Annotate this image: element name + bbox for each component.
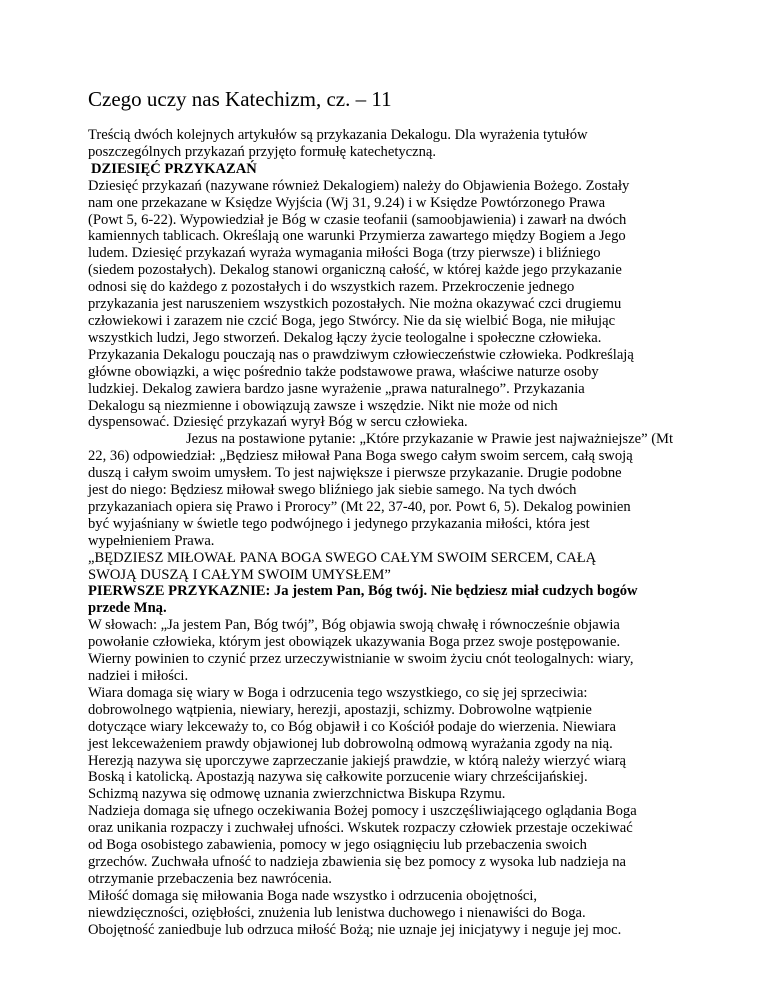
text-line: duszą i całym swoim umysłem. To jest największe i pierwsze przykazanie. Drugie podobne xyxy=(88,465,622,482)
text-line: W słowach: „Ja jestem Pan, Bóg twój”, Bóg objawia swoją chwałę i równocześnie objawia xyxy=(88,617,620,634)
text-line: dobrowolnego wątpienia, niewiary, herezji, apostazji, schizmy. Dobrowolne wątpienie xyxy=(88,701,592,718)
text-line: (Powt 5, 6-22). Wypowiedział je Bóg w czasie teofanii (samoobjawienia) i zawarł na dwóch xyxy=(88,211,627,228)
text-line: Boską i katolicką. Apostazją nazywa się całkowite porzucenie wiary chrześcijańskiej. xyxy=(88,769,588,786)
text-line: PIERWSZE PRZYKAZNIE: Ja jestem Pan, Bóg twój. Nie będziesz miał cudzych bogów xyxy=(88,583,638,600)
text-line: Wiara domaga się wiary w Boga i odrzucenia tego wszystkiego, co się jej sprzeciwia: xyxy=(88,684,588,701)
text-line: „BĘDZIESZ MIŁOWAŁ PANA BOGA SWEGO CAŁYM SWOIM SERCEM, CAŁĄ xyxy=(88,549,597,566)
text-line: kamiennych tablicach. Określają one warunki Przymierza zawartego między Bogiem a Jego xyxy=(88,228,626,245)
text-line: Obojętność zaniedbuje lub odrzuca miłość Bożą; nie uznaje jej inicjatywy i neguje jej moc. xyxy=(88,921,622,938)
text-line: Dziesięć przykazań (nazywane również Dekalogiem) należy do Objawienia Bożego. Zostały xyxy=(88,177,630,194)
text-line: Wierny powinien to czynić przez urzeczywistnianie w swoim życiu cnót teologalnych: wiary, xyxy=(88,651,634,668)
text-line: człowiekowi i zarazem nie czcić Boga, jego Stwórcy. Nie da się wielbić Boga, nie miłując xyxy=(88,312,616,329)
text-line: przykazaniach opiera się Prawo i Prorocy” (Mt 22, 37-40, por. Powt 6, 5). Dekalog powinien xyxy=(88,498,631,515)
intro-paragraph xyxy=(88,127,688,161)
text-line: Schizmą nazywa się odmowę uznania zwierzchnictwa Biskupa Rzymu. xyxy=(88,786,506,803)
commandment-heading xyxy=(88,583,688,617)
text-line: wszystkich ludzi, Jego stworzeń. Dekalog łączy życie teologalne i społeczne człowieka. xyxy=(88,329,602,346)
text-line: jest do niego: Będziesz miłował swego bliźniego jak siebie samego. Na tych dwóch xyxy=(88,482,577,499)
section-heading: DZIESIĘĆ PRZYKAZAŃ xyxy=(91,160,257,177)
text-line: być wyjaśniany w świetle tego podwójnego i jedynego przykazania miłości, która jest xyxy=(88,515,590,532)
text-line: Herezją nazywa się uporczywe zaprzeczanie jakiejś prawdzie, w którą należy wierzyć wiarą xyxy=(88,752,627,769)
text-line: od Boga osobistego zabawienia, pomocy w jego osiągnięciu lub przebaczenia swoich xyxy=(88,837,587,854)
text-line: ludzkiej. Dekalog zawiera bardzo jasne wyrażenie „prawa naturalnego”. Przykazania xyxy=(88,380,585,397)
text-line: przykazania jest naruszeniem wszystkich pozostałych. Nie można okazywać czci drugiemu xyxy=(88,296,622,313)
text-line: przede Mną. xyxy=(88,600,167,617)
text-line: odnosi się do każdego z pozostałych i do wszystkich razem. Przekroczenie jednego xyxy=(88,279,575,296)
text-line: Treścią dwóch kolejnych artykułów są przykazania Dekalogu. Dla wyrażenia tytułów xyxy=(88,127,588,143)
text-line: grzechów. Zuchwała ufność to nadzieja zbawienia się bez pomocy z wysoka lub nadzieja na xyxy=(88,853,626,870)
text-line: jest lekceważeniem prawdy objawionej lub dobrowolną odmową wyrażania zgody na nią. xyxy=(88,735,613,752)
text-line: 22, 36) odpowiedział: „Będziesz miłował Pana Boga swego całym swoim sercem, całą swoją xyxy=(88,448,633,465)
text-line: oraz unikania rozpaczy i zuchwałej ufności. Wskutek rozpaczy człowiek przestaje oczekiwać xyxy=(88,820,633,837)
text-line: Jezus na postawione pytanie: „Które przykazanie w Prawie jest najważniejsze” (Mt xyxy=(186,431,674,448)
text-line: poszczególnych przykazań przyjęto formułę katechetyczną. xyxy=(88,143,437,160)
text-line: Przykazania Dekalogu pouczają nas o prawdziwym człowieczeństwie człowieka. Podkreślają xyxy=(88,346,634,363)
text-line: Dekalogu są niezmienne i obowiązują zawsze i wszędzie. Nikt nie może od nich xyxy=(88,397,558,414)
text-line: nadziei i miłości. xyxy=(88,668,189,684)
text-line: Miłość domaga się miłowania Boga nade wszystko i odrzucenia obojętności, xyxy=(88,887,538,904)
text-line: otrzymanie przebaczenia bez nawrócenia. xyxy=(88,870,332,887)
text-line: (siedem pozostałych). Dekalog stanowi organiczną całość, w której każde jego przykazanie xyxy=(88,262,622,279)
text-line: powołanie człowieka, którym jest obowiązek ukazywania Boga przez swoje postępowanie. xyxy=(88,634,621,651)
text-line: dyspensować. Dziesięć przykazań wyrył Bóg w sercu człowieka. xyxy=(88,414,468,431)
text-line: niewdzięczności, oziębłości, znużenia lub lenistwa duchowego i nienawiści do Boga. xyxy=(88,904,586,921)
body-paragraph-dekalog xyxy=(88,178,688,584)
text-line: nam one przekazane w Księdze Wyjścia (Wj 31, 9.24) i w Księdze Powtórzonego Prawa xyxy=(88,194,606,211)
text-line: główne obowiązki, a więc pośrednio także podstawowe prawa, właściwe naturze osoby xyxy=(88,363,599,380)
text-line: ludem. Dziesięć przykazań wyraża wymagania miłości Boga (trzy pierwsze) i bliźniego xyxy=(88,245,601,262)
text-line: dotyczące wiary lekceważy to, co Bóg objawił i co Kościół podaje do wierzenia. Niewiara xyxy=(88,718,617,735)
body-paragraph-first-commandment xyxy=(88,617,688,938)
text-line: SWOJĄ DUSZĄ I CAŁYM SWOIM UMYSŁEM” xyxy=(88,566,391,583)
text-line: wypełnieniem Prawa. xyxy=(88,532,215,549)
document-title: Czego uczy nas Katechizm, cz. – 11 xyxy=(88,87,392,111)
text-line: Nadzieja domaga się ufnego oczekiwania Bożej pomocy i uszczęśliwiającego oglądania Boga xyxy=(88,803,637,820)
document-page xyxy=(88,86,688,939)
